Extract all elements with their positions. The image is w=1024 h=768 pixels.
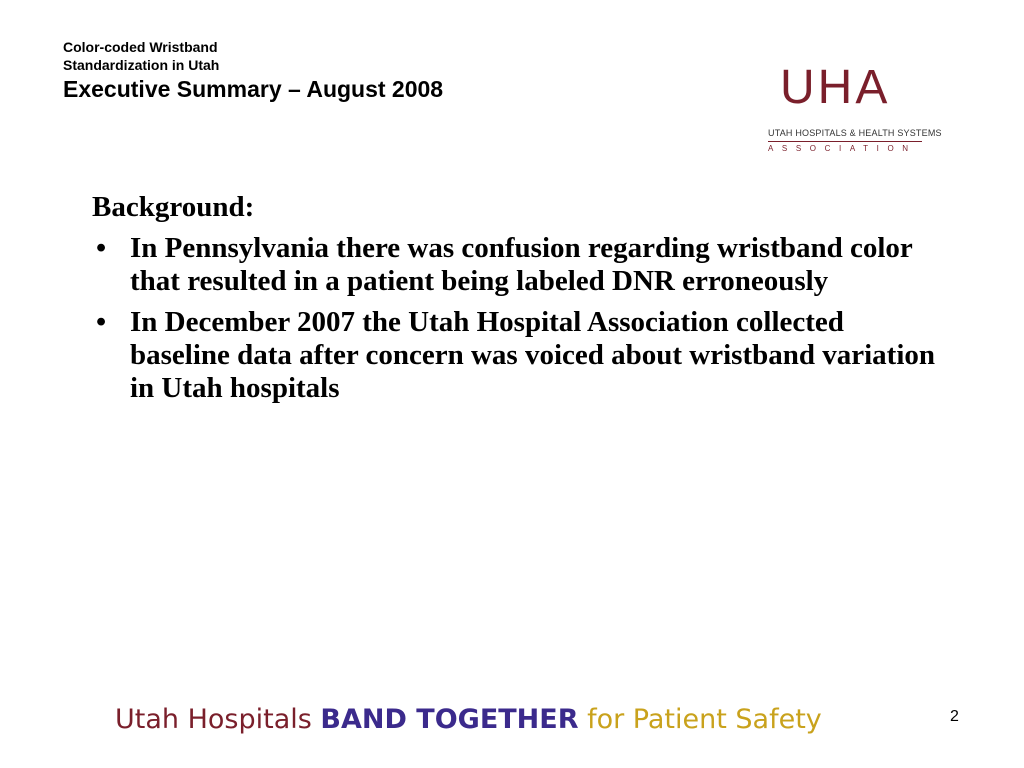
- section-heading: Background:: [92, 191, 255, 223]
- header-line-1: Color-coded Wristband: [63, 39, 218, 55]
- logo-name: UTAH HOSPITALS & HEALTH SYSTEMS: [768, 128, 942, 138]
- bullet-item: [92, 306, 942, 405]
- footer-part-1: Utah Hospitals: [115, 704, 321, 735]
- bullet-text: In Pennsylvania there was confusion regarding wristband color that resulted in a patient being labeled DNR erroneously: [130, 232, 913, 297]
- logo-subtitle: ASSOCIATION: [768, 144, 917, 153]
- bullet-marker: •: [96, 306, 107, 338]
- footer-banner: [115, 700, 822, 740]
- page-number: 2: [950, 708, 959, 725]
- header-line-2: Standardization in Utah: [63, 57, 220, 73]
- slide-title: Executive Summary – August 2008: [63, 76, 444, 102]
- logo-mark: UHA: [780, 61, 891, 114]
- logo-divider: [768, 141, 922, 142]
- footer-part-3: for Patient Safety: [578, 704, 822, 735]
- footer-part-2: BAND TOGETHER: [320, 704, 579, 735]
- slide-header: [63, 38, 443, 104]
- slide-body: [92, 190, 942, 405]
- bullet-item: [92, 232, 942, 298]
- bullet-marker: •: [96, 232, 107, 264]
- bullet-list: [92, 232, 942, 405]
- bullet-text: In December 2007 the Utah Hospital Association collected baseline data after concern was voiced about wristband variation in Utah hospitals: [130, 306, 936, 404]
- uha-logo: [764, 60, 942, 160]
